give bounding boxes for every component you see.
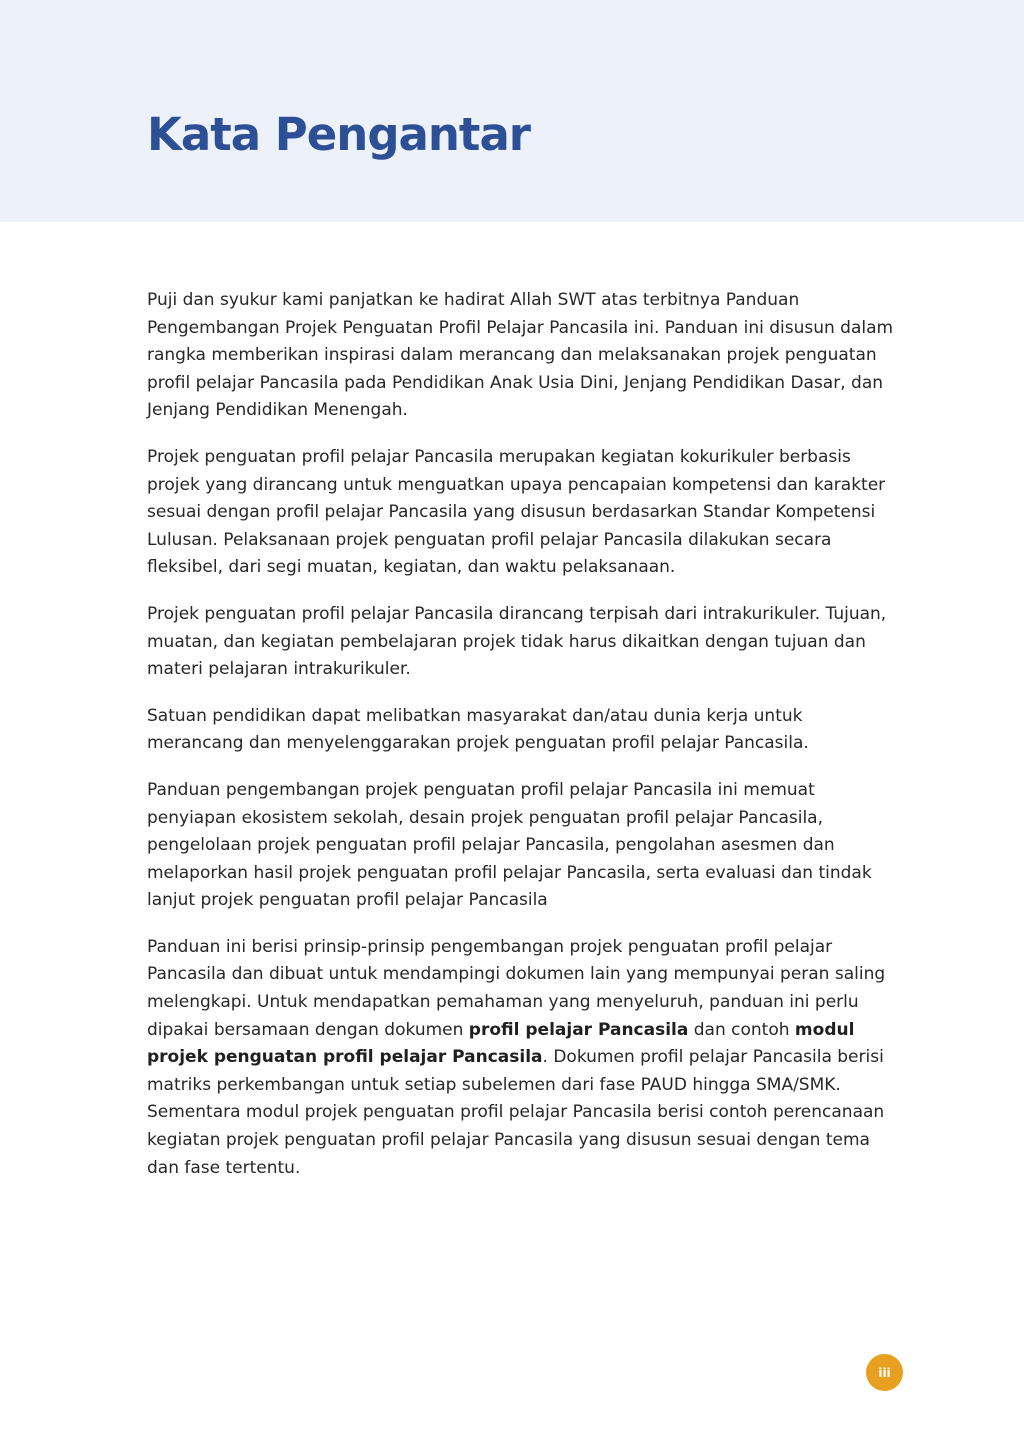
header-band — [0, 0, 1024, 222]
bold-term-modul: modul projek penguatan profil pelajar Pancasila — [147, 1019, 855, 1068]
paragraph-2: Projek penguatan profil pelajar Pancasila merupakan kegiatan kokurikuler berbasis projek yang dirancang untuk menguatkan upaya pencapaian kompetensi dan karakter sesuai dengan profil pelajar Pancasila yang disusun berdasarkan Standar Kompetensi Lulusan. Pelaksanaan projek penguatan profil pelajar Pancasila dilakukan secara fleksibel, dari segi muatan, kegiatan, dan waktu pelaksanaan. — [147, 446, 886, 578]
bold-term-profil: profil pelajar Pancasila — [468, 1019, 689, 1040]
paragraph-4: Satuan pendidikan dapat melibatkan masyarakat dan/atau dunia kerja untuk merancang dan menyelenggarakan projek penguatan profil pelajar Pancasila. — [147, 705, 809, 754]
page-title: Kata Pengantar — [147, 108, 531, 161]
body-text — [147, 287, 899, 1201]
paragraph-6-text-3: . Dokumen profil pelajar Pancasila berisi matriks perkembangan untuk setiap subelemen dari fase PAUD hingga SMA/SMK. Sementara modul projek penguatan profil pelajar Pancasila berisi contoh perencanaan kegiatan projek penguatan profil pelajar Pancasila yang disusun sesuai dengan tema dan fase tertentu. — [147, 1047, 885, 1178]
paragraph-6 — [147, 934, 899, 1182]
paragraph-6-text-2: dan contoh — [688, 1019, 795, 1040]
page-number-badge: iii — [866, 1354, 903, 1391]
paragraph-1: Puji dan syukur kami panjatkan ke hadirat Allah SWT atas terbitnya Panduan Pengembangan Projek Penguatan Profil Pelajar Pancasila ini. Panduan ini disusun dalam rangka memberikan inspirasi dalam merancang dan melaksanakan projek penguatan profil pelajar Pancasila pada Pendidikan Anak Usia Dini, Jenjang Pendidikan Dasar, dan Jenjang Pendidikan Menengah. — [147, 290, 894, 421]
paragraph-5: Panduan pengembangan projek penguatan profil pelajar Pancasila ini memuat penyiapan ekosistem sekolah, desain projek penguatan profil pelajar Pancasila, pengelolaan projek penguatan profil pelajar Pancasila, pengolahan asesmen dan melaporkan hasil projek penguatan profil pelajar Pancasila, serta evaluasi dan tindak lanjut projek penguatan profil pelajar Pancasila — [147, 779, 872, 911]
paragraph-6-text-1: Panduan ini berisi prinsip-prinsip pengembangan projek penguatan profil pelajar Pancasila dan dibuat untuk mendampingi dokumen lain yang mempunyai peran saling melengkapi. Untuk mendapatkan pemahaman yang menyeluruh, panduan ini perlu dipakai bersamaan dengan dokumen — [147, 936, 886, 1040]
paragraph-3: Projek penguatan profil pelajar Pancasila dirancang terpisah dari intrakurikuler. Tujuan, muatan, dan kegiatan pembelajaran projek tidak harus dikaitkan dengan tujuan dan materi pelajaran intrakurikuler. — [147, 603, 887, 680]
